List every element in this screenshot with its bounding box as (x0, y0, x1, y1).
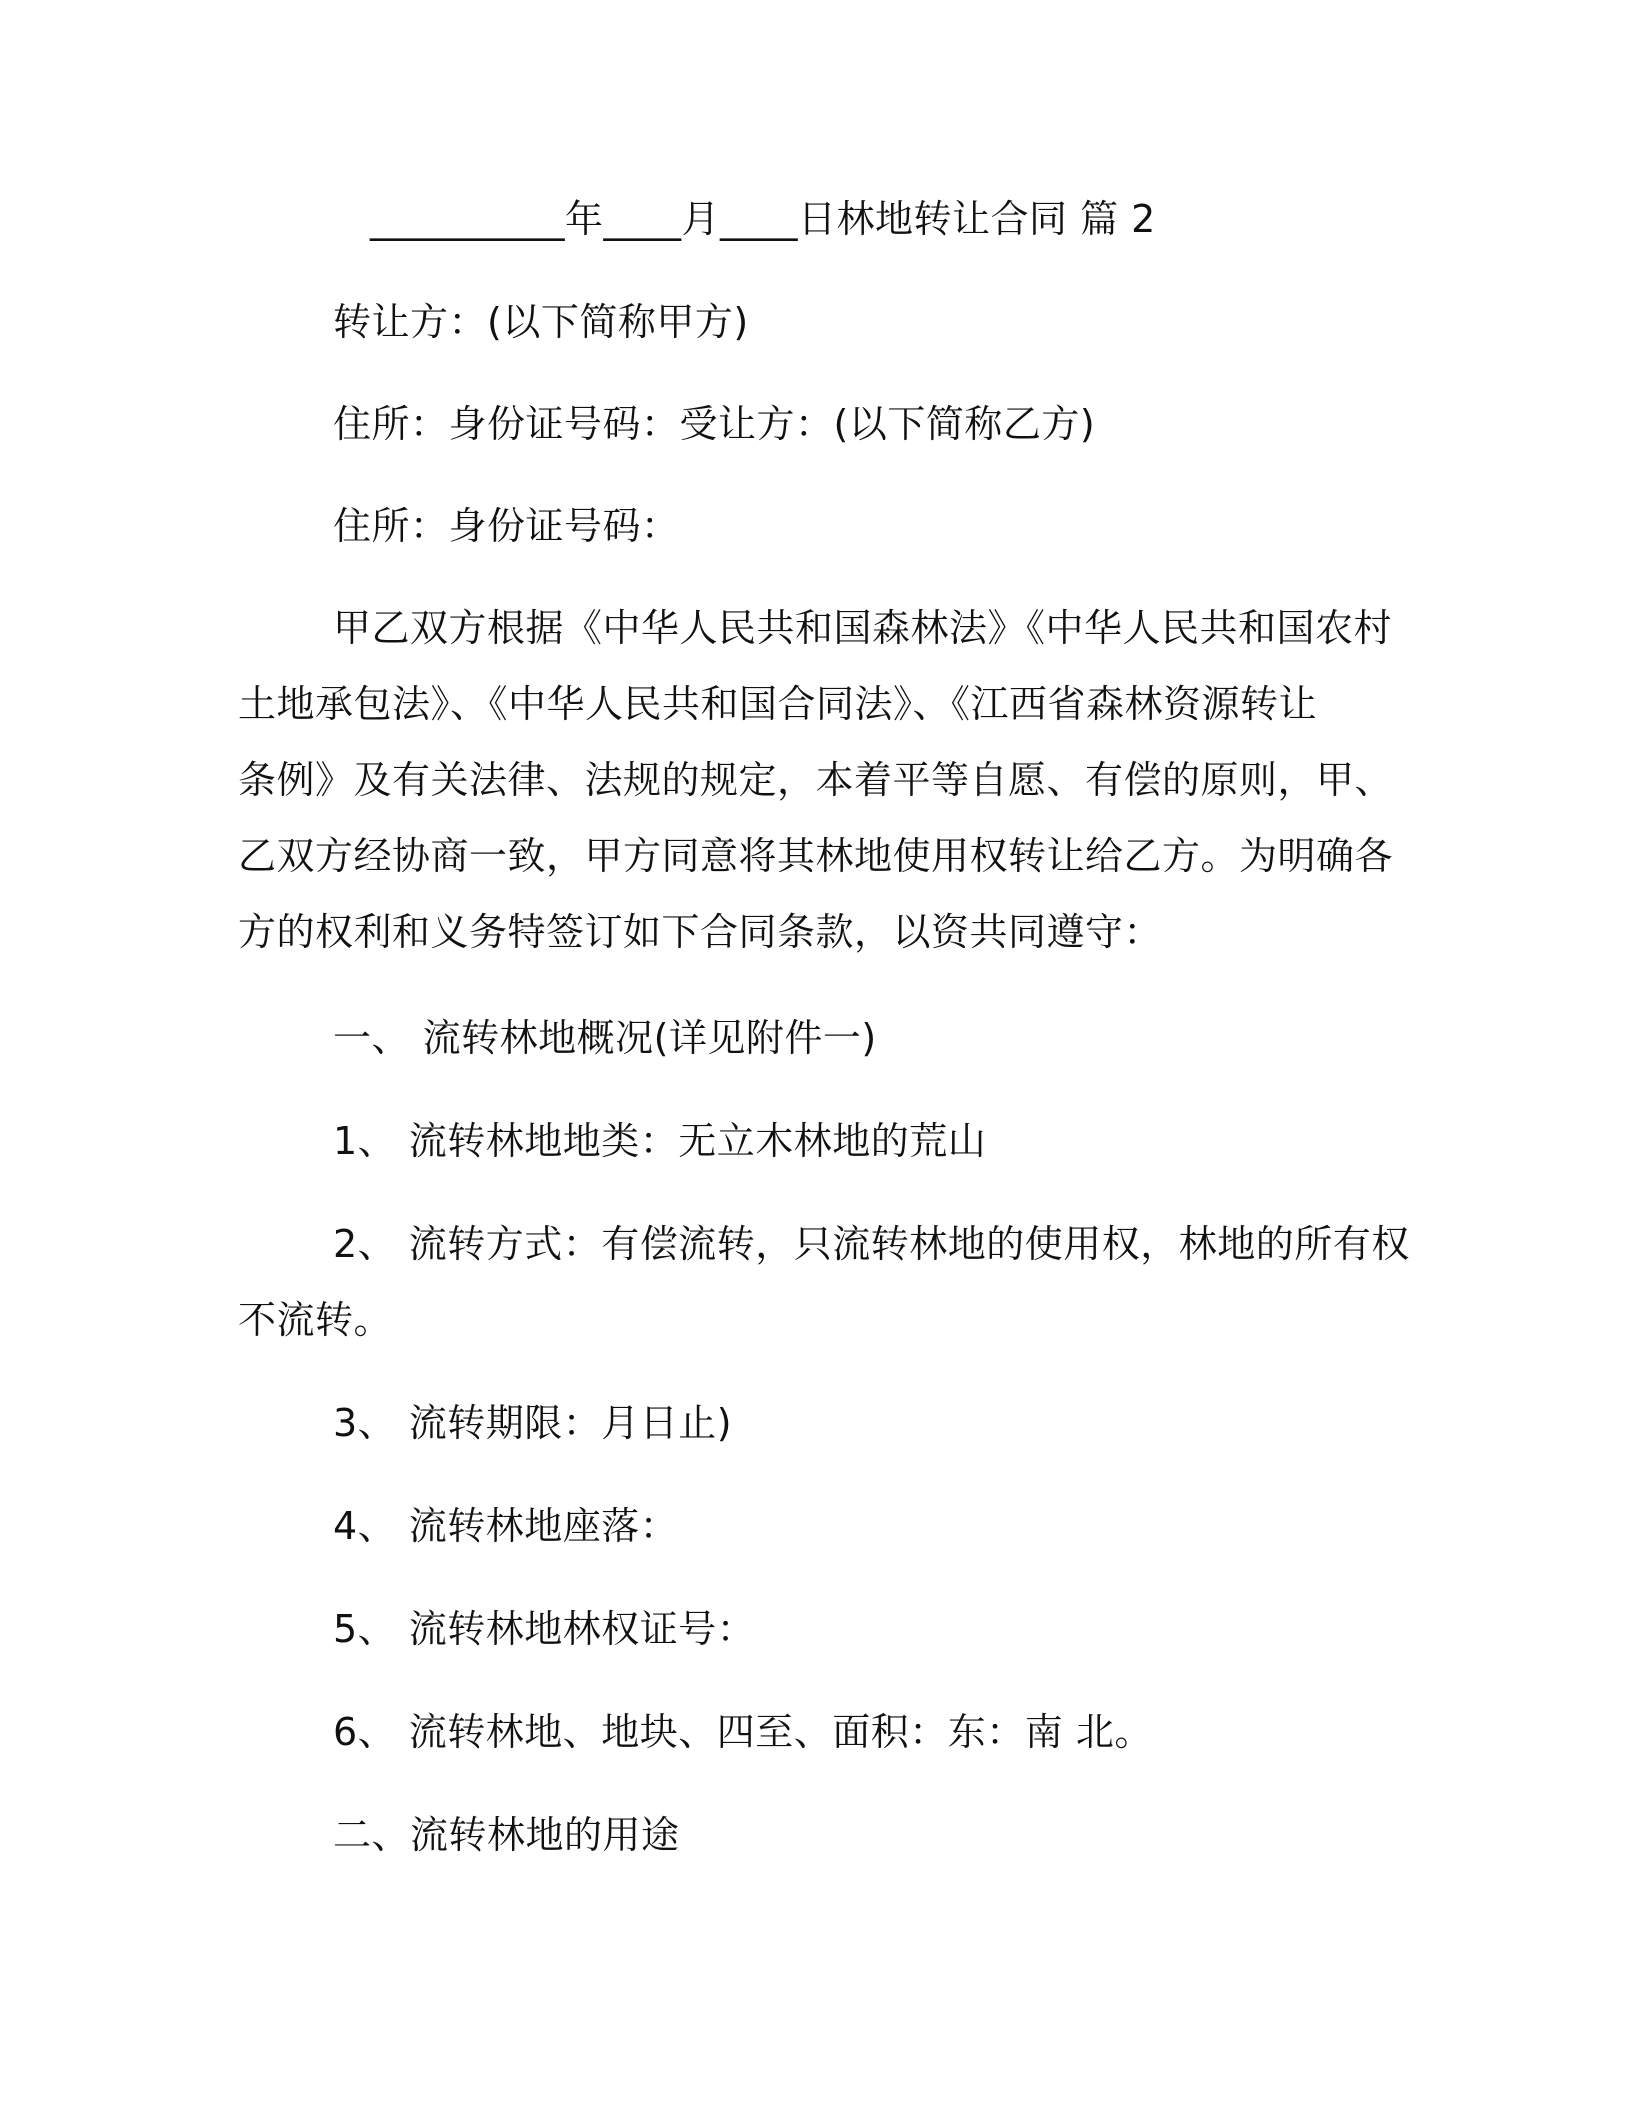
transferor-line: 转让方：(以下简称甲方) (333, 300, 749, 344)
party-address-line-1: 住所：身份证号码：受让方：(以下简称乙方) (333, 402, 1096, 446)
section-heading-1: 一、 流转林地概况(详见附件一) (333, 1016, 877, 1060)
clause-5: 5、 流转林地林权证号： (333, 1607, 756, 1651)
clause-3: 3、 流转期限：月日止) (333, 1401, 733, 1445)
clause-6: 6、 流转林地、地块、四至、面积：东：南 北。 (333, 1710, 1153, 1754)
section-heading-2: 二、流转林地的用途 (333, 1813, 680, 1857)
clause-4: 4、 流转林地座落： (333, 1504, 679, 1548)
clause-2: 2、 流转方式：有偿流转，只流转林地的使用权，林地的所有权 (333, 1222, 1410, 1266)
clause-1: 1、 流转林地地类：无立木林地的荒山 (333, 1119, 987, 1163)
preamble-line-2: 土地承包法》、《中华人民共和国合同法》、《江西省森林资源转让 (238, 682, 1318, 726)
clause-2-continuation: 不流转。 (238, 1298, 393, 1342)
document-title: __________年____月____日林地转让合同 篇 2 (370, 197, 1156, 241)
preamble-line-3: 条例》及有关法律、法规的规定，本着平等自愿、有偿的原则，甲、 (238, 758, 1394, 802)
preamble-line-1: 甲乙双方根据《中华人民共和国森林法》《中华人民共和国农村 (333, 606, 1393, 650)
preamble-line-5: 方的权利和义务特签订如下合同条款，以资共同遵守： (238, 910, 1163, 954)
party-address-line-2: 住所：身份证号码： (333, 504, 680, 548)
preamble-line-4: 乙双方经协商一致，甲方同意将其林地使用权转让给乙方。为明确各 (238, 834, 1394, 878)
